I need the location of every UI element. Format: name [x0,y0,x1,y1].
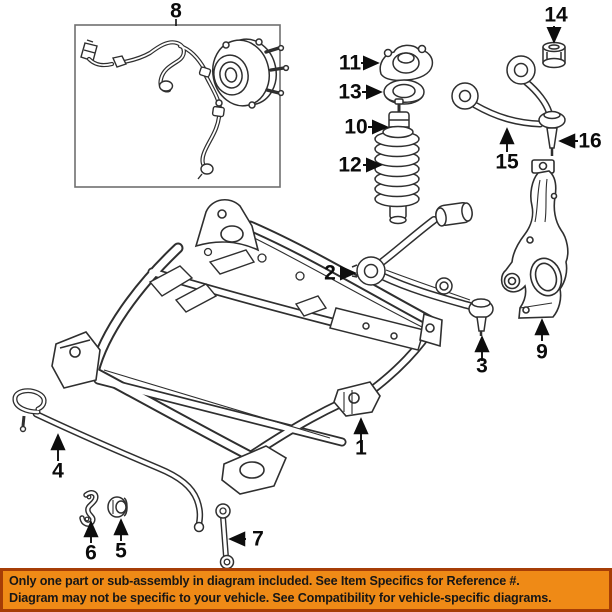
stabilizer-link-drawing [216,504,234,568]
callout-label-1: 1 [355,436,367,460]
disclaimer-line-1: Only one part or sub-assembly in diagram included. See Item Specifics for Reference #. [9,574,520,588]
callout-label-8: 8 [170,0,182,23]
stabilizer-bracket-drawing [82,493,96,524]
callout-label-13: 13 [338,80,362,104]
callout-label-16: 16 [578,129,602,153]
lower-ball-joint-drawing [469,299,493,336]
callout-label-15: 15 [495,150,519,174]
stabilizer-bushing-drawing [108,497,127,517]
callout-label-10: 10 [344,115,368,139]
callout-label-9: 9 [536,340,548,364]
coil-spring-drawing [375,127,419,207]
bushing-drawing [543,43,565,68]
upper-ball-joint-stud-drawing [547,128,557,156]
strut-mount-drawing [380,45,432,80]
callout-label-4: 4 [52,459,64,483]
disclaimer-banner [0,568,612,612]
callout-label-2: 2 [324,261,336,285]
callout-label-11: 11 [338,51,362,75]
callout-label-7: 7 [252,527,264,551]
disclaimer-line-2: Diagram may not be specific to your vehicle. See Compatibility for vehicle-specific diagrams. [9,591,552,605]
callout-label-12: 12 [338,153,362,177]
callout-label-6: 6 [85,541,97,565]
callout-label-5: 5 [115,539,127,563]
knuckle-drawing [502,160,568,318]
spring-seat-drawing [384,80,424,104]
callout-label-14: 14 [544,3,568,27]
callout-label-3: 3 [476,354,488,378]
